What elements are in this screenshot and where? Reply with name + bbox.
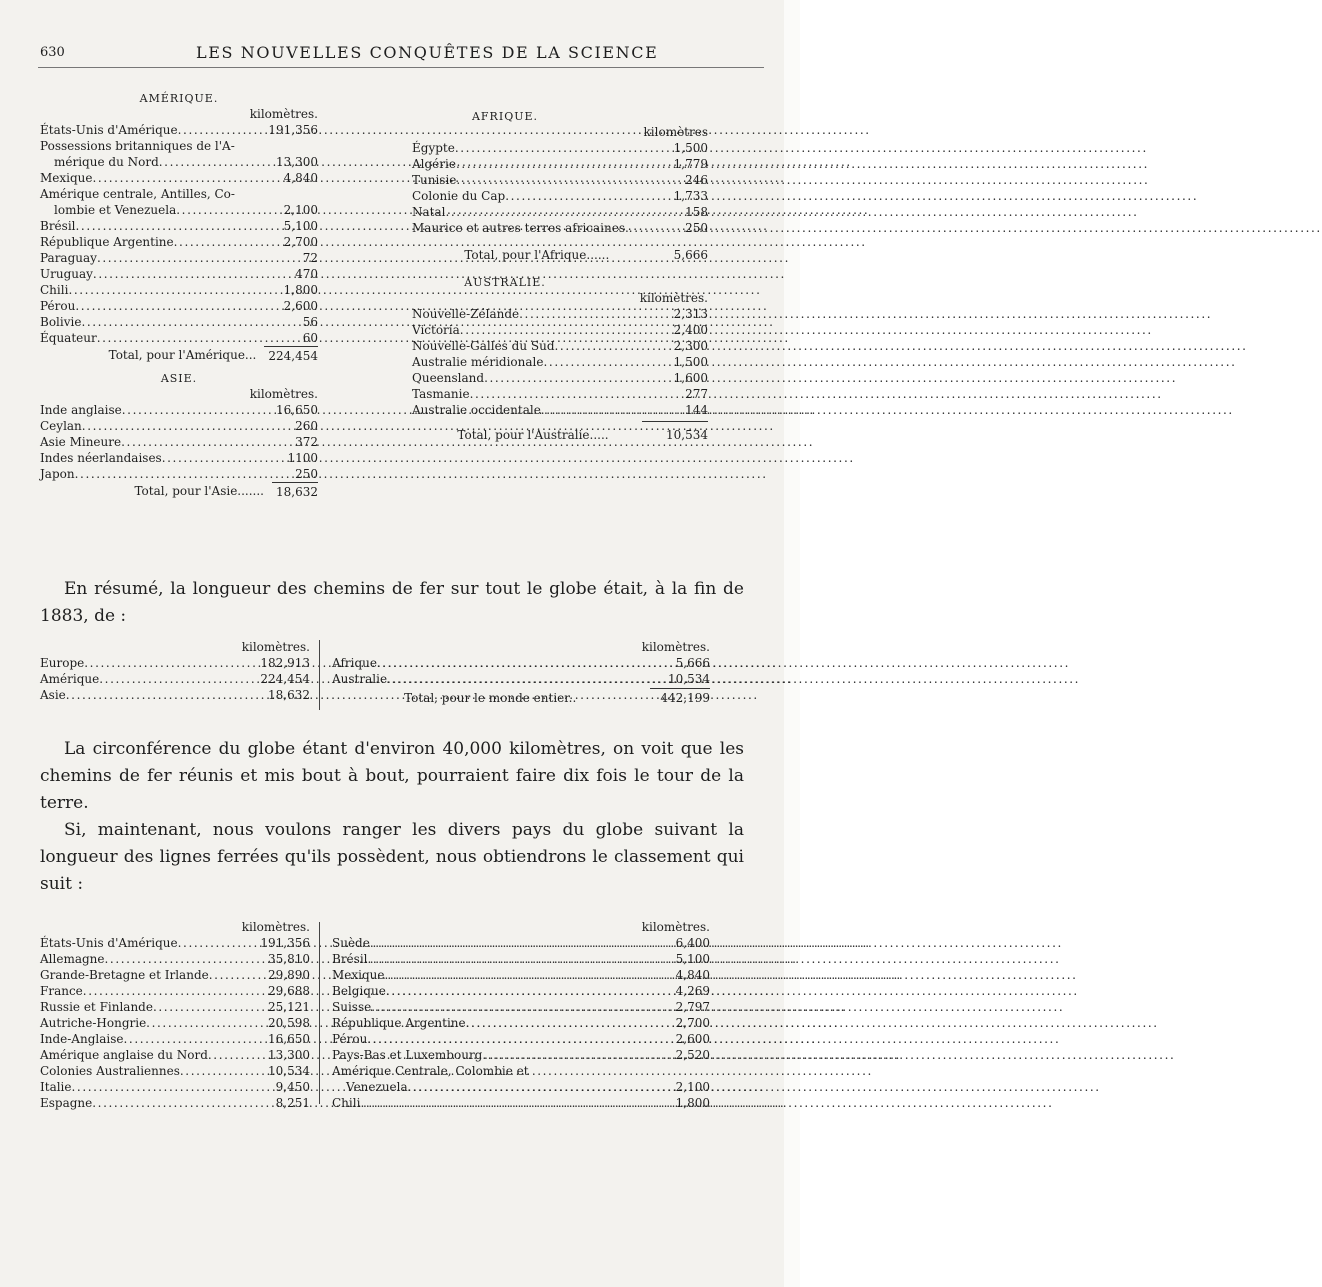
table-row — [40, 999, 310, 1015]
resume-left-table — [40, 655, 310, 703]
row-label: Japon — [40, 467, 75, 481]
row-label: mérique du Nord — [54, 155, 159, 169]
row-value: 5,100 — [283, 219, 318, 233]
row-label: Queensland — [412, 371, 485, 385]
row-label: Grande-Bretagne et Irlande — [40, 968, 209, 982]
dot-leader — [75, 466, 291, 482]
row-label: Nouvelle-Galles du Sud — [412, 339, 555, 353]
row-label: France — [40, 984, 83, 998]
dot-leader — [84, 655, 256, 671]
dot-leader — [482, 1047, 671, 1063]
row-value: 6,400 — [675, 936, 710, 950]
total-label: Total, pour le monde entier.. — [404, 691, 577, 705]
table-row — [40, 951, 310, 967]
resume-paragraph — [40, 576, 744, 630]
row-label: États-Unis d'Amérique — [40, 936, 178, 950]
table-row — [412, 354, 708, 370]
body-text — [40, 736, 744, 898]
table-row — [40, 202, 318, 218]
running-head — [0, 40, 784, 74]
row-value: 25,121 — [268, 1000, 310, 1014]
dot-leader — [122, 402, 272, 418]
row-label: Suède — [332, 936, 370, 950]
row-label: Pérou — [40, 299, 76, 313]
row-label: Indes néerlandaises — [40, 451, 162, 465]
total-label: Total, pour l'Australie..... — [457, 428, 609, 442]
table-row — [332, 983, 710, 999]
row-value: 20,598 — [268, 1016, 310, 1030]
table-row — [40, 1079, 310, 1095]
row-value: 1,800 — [283, 283, 318, 297]
dot-leader — [174, 234, 280, 250]
dot-leader — [367, 1031, 671, 1047]
asie-table — [40, 402, 318, 482]
table-row — [412, 140, 708, 156]
dot-leader — [105, 951, 265, 967]
row-value: 1,500 — [673, 141, 708, 155]
row-value: 191,356 — [260, 936, 310, 950]
australie-title: AUSTRALIE. — [464, 276, 546, 289]
dot-leader — [370, 935, 672, 951]
unit-label: kilomètres. — [641, 920, 710, 934]
classement-divider — [319, 922, 320, 1104]
row-label: Australie occidentale — [412, 403, 541, 417]
table-row — [40, 1031, 310, 1047]
row-value: 2,100 — [675, 1080, 710, 1094]
row-value: 10,534 — [668, 672, 710, 686]
row-label: Amérique — [40, 672, 100, 686]
row-value: 372 — [295, 435, 318, 449]
row-value: 29,890 — [268, 968, 310, 982]
row-value: 470 — [295, 267, 318, 281]
row-value: 72 — [302, 251, 318, 265]
dot-leader — [121, 434, 291, 450]
header-rule — [38, 67, 764, 68]
running-title: LES NOUVELLES CONQUÊTES DE LA SCIENCE — [196, 43, 659, 62]
dot-leader — [123, 1031, 264, 1047]
table-row — [40, 1047, 310, 1063]
dot-leader — [153, 999, 264, 1015]
resume-left — [40, 640, 310, 703]
asie-total — [40, 482, 318, 500]
table-row — [412, 322, 708, 338]
row-value: 8,251 — [275, 1096, 310, 1110]
row-value: 2,520 — [675, 1048, 710, 1062]
table-row — [40, 466, 318, 482]
row-label: Venezuela — [346, 1080, 408, 1094]
row-value: 1,733 — [673, 189, 708, 203]
table-row — [412, 338, 708, 354]
table-row-label-line: Possessions britanniques de l'A- — [40, 139, 235, 153]
row-value: 1,600 — [673, 371, 708, 385]
resume-divider — [319, 640, 320, 710]
table-row — [40, 450, 318, 466]
dot-leader — [162, 450, 284, 466]
row-label: Colonie du Cap — [412, 189, 506, 203]
table-row — [332, 935, 710, 951]
row-value: 224,454 — [260, 672, 310, 686]
row-label: Tasmanie — [412, 387, 470, 401]
row-value: 260 — [295, 419, 318, 433]
table-row — [412, 386, 708, 402]
row-value: 29,688 — [268, 984, 310, 998]
row-value: 5,666 — [675, 656, 710, 670]
dot-leader — [159, 154, 272, 170]
row-value: 191,356 — [268, 123, 318, 137]
table-row — [332, 1031, 710, 1047]
row-label: Équateur — [40, 331, 97, 345]
dot-leader — [83, 983, 264, 999]
dot-leader — [66, 687, 264, 703]
table-row — [412, 156, 708, 172]
row-value: 144 — [685, 403, 708, 417]
total-value: 10,534 — [666, 428, 708, 442]
row-value: 2,797 — [675, 1000, 710, 1014]
row-value: 4,840 — [283, 171, 318, 185]
row-label: lombie et Venezuela — [54, 203, 177, 217]
dot-leader — [75, 298, 279, 314]
table-row — [40, 418, 318, 434]
row-label: Colonies Australiennes — [40, 1064, 180, 1078]
table-row — [332, 671, 710, 687]
total-value: 5,666 — [673, 248, 708, 262]
row-label: Asie Mineure — [40, 435, 122, 449]
table-row — [40, 967, 310, 983]
resume-right-table — [332, 655, 710, 687]
table-row — [40, 687, 310, 703]
unit-label: kilomètres. — [249, 107, 318, 121]
row-label: Espagne — [40, 1096, 93, 1110]
dot-leader — [97, 330, 299, 346]
dot-leader — [76, 218, 280, 234]
row-label: République Argentine — [332, 1016, 466, 1030]
row-label: Afrique — [332, 656, 377, 670]
table-row — [40, 1095, 310, 1111]
total-label: Total, pour l'Asie....... — [134, 484, 264, 498]
row-value: 13,300 — [268, 1048, 310, 1062]
table-row — [40, 170, 318, 186]
dot-leader — [466, 1015, 672, 1031]
row-label: Pays-Bas et Luxembourg — [332, 1048, 483, 1062]
dot-leader — [178, 935, 257, 951]
row-label: Pérou — [332, 1032, 368, 1046]
dot-leader — [484, 370, 670, 386]
row-label: Nouvelle-Zélande — [412, 307, 520, 321]
row-value: 9,450 — [275, 1080, 310, 1094]
row-value: 246 — [685, 173, 708, 187]
dot-leader — [445, 204, 681, 220]
table-row — [412, 172, 708, 188]
table-row — [40, 282, 318, 298]
row-value: 18,632 — [268, 688, 310, 702]
table-row-label-line: Amérique centrale, Antilles, Co- — [40, 187, 235, 201]
table-row — [332, 655, 710, 671]
dot-leader — [180, 1063, 264, 1079]
row-value: 1100 — [287, 451, 318, 465]
dot-leader — [386, 983, 672, 999]
row-label: Suisse — [332, 1000, 372, 1014]
dot-leader — [456, 172, 681, 188]
row-label: Asie — [40, 688, 66, 702]
table-row — [412, 220, 708, 236]
page-number: 630 — [40, 45, 65, 60]
table-row — [40, 122, 318, 138]
row-value: 13,300 — [276, 155, 318, 169]
dot-leader — [385, 967, 672, 983]
dot-leader — [543, 354, 669, 370]
dot-leader — [93, 266, 291, 282]
row-value: 182,913 — [260, 656, 310, 670]
dot-leader — [519, 306, 670, 322]
dot-leader — [455, 140, 670, 156]
amerique-table — [40, 122, 318, 346]
row-value: 2,600 — [283, 299, 318, 313]
row-value: 2,700 — [675, 1016, 710, 1030]
table-row — [40, 218, 318, 234]
table-row — [40, 983, 310, 999]
unit-label: kilomètres. — [249, 387, 318, 401]
dot-leader — [99, 671, 256, 687]
row-value: 56 — [302, 315, 318, 329]
unit-label: kilomètres. — [241, 640, 310, 654]
row-label: Australie méridionale — [412, 355, 544, 369]
table-row-label-line: Amérique Centrale, Colombie et — [332, 1064, 529, 1078]
row-label: République Argentine — [40, 235, 174, 249]
row-value: 10,534 — [268, 1064, 310, 1078]
amerique-total — [40, 346, 318, 364]
dot-leader — [360, 1095, 671, 1111]
table-row — [40, 154, 318, 170]
dot-leader — [460, 322, 670, 338]
row-value: 5,100 — [675, 952, 710, 966]
classement-right-table — [332, 935, 710, 1111]
right-top-column — [412, 110, 708, 444]
table-row — [40, 1015, 310, 1031]
table-row — [332, 999, 710, 1015]
row-value: 4,840 — [675, 968, 710, 982]
australie-total — [412, 426, 708, 444]
australie-table — [412, 306, 708, 418]
table-row — [412, 402, 708, 418]
afrique-title: AFRIQUE. — [471, 110, 539, 123]
row-label: Ceylan — [40, 419, 82, 433]
classement-left-table — [40, 935, 310, 1111]
dot-leader — [456, 156, 670, 172]
dot-leader — [629, 220, 681, 236]
dot-leader — [209, 967, 264, 983]
dot-leader — [387, 671, 664, 687]
resume-text: En résumé, la longueur des chemins de fer sur tout le globe était, à la fin de 1883, de : — [40, 579, 744, 626]
afrique-table — [412, 140, 708, 236]
dot-leader — [208, 1047, 264, 1063]
row-label: Maurice et autres terres africaines. — [412, 221, 629, 235]
unit-label: kilomètres. — [641, 640, 710, 654]
row-label: Uruguay — [40, 267, 93, 281]
row-label: Mexique — [332, 968, 385, 982]
row-value: 1,500 — [673, 355, 708, 369]
table-row — [40, 1063, 310, 1079]
row-label: Italie — [40, 1080, 72, 1094]
dot-leader — [146, 1015, 264, 1031]
dot-leader — [505, 188, 669, 204]
dot-leader — [68, 282, 279, 298]
table-row — [332, 967, 710, 983]
left-top-column — [40, 92, 318, 500]
total-value: 18,632 — [272, 482, 318, 500]
dot-leader — [408, 1079, 672, 1095]
table-row — [332, 951, 710, 967]
row-value: 1,779 — [673, 157, 708, 171]
row-value: 158 — [685, 205, 708, 219]
row-label: États-Unis d'Amérique — [40, 123, 178, 137]
paragraph-circumference: La circonférence du globe étant d'environ 40,000 kilomètres, on voit que les chemins de fer réunis et mis bout à bout, pourraient faire dix fois le tour de la terre. — [40, 739, 744, 813]
world-total — [332, 689, 710, 707]
row-value: 35,810 — [268, 952, 310, 966]
row-label: Victoria — [412, 323, 460, 337]
dot-leader — [81, 314, 298, 330]
row-label: Chili — [332, 1096, 361, 1110]
row-label: Amérique anglaise du Nord — [40, 1048, 208, 1062]
row-label: Égypte — [412, 141, 455, 155]
dot-leader — [97, 250, 299, 266]
table-row — [412, 188, 708, 204]
table-row — [332, 1047, 710, 1063]
row-label: Bolivie — [40, 315, 82, 329]
row-label: Russie et Finlande — [40, 1000, 153, 1014]
row-label: Tunisie — [412, 173, 457, 187]
row-label: Brésil — [40, 219, 76, 233]
row-label: Paraguay — [40, 251, 97, 265]
total-label: Total, pour l'Afrique...... — [464, 248, 610, 262]
row-label: Algérie — [412, 157, 456, 171]
table-row — [40, 330, 318, 346]
paragraph-classement: Si, maintenant, nous voulons ranger les divers pays du globe suivant la longueur des lignes ferrées qu'ils possèdent, nous obtiendrons le classement qui suit : — [40, 820, 744, 894]
row-label: Inde anglaise — [40, 403, 122, 417]
resume-right — [332, 640, 710, 707]
row-label: Natal — [412, 205, 446, 219]
dot-leader — [371, 999, 671, 1015]
table-row — [412, 306, 708, 322]
unit-label: kilomètres — [643, 125, 708, 139]
table-row — [40, 402, 318, 418]
row-label: Inde-Anglaise — [40, 1032, 124, 1046]
classement-right — [332, 920, 710, 1111]
row-value: 2,400 — [673, 323, 708, 337]
row-value: 2,300 — [673, 339, 708, 353]
table-row — [332, 1015, 710, 1031]
dot-leader — [178, 122, 265, 138]
total-label: Total, pour l'Amérique... — [108, 348, 257, 362]
table-row — [412, 370, 708, 386]
row-value: 4,269 — [675, 984, 710, 998]
row-label: Allemagne — [40, 952, 105, 966]
asie-title: ASIE. — [160, 372, 198, 385]
dot-leader — [176, 202, 279, 218]
table-row — [40, 266, 318, 282]
table-row — [40, 250, 318, 266]
amerique-title: AMÉRIQUE. — [139, 92, 219, 105]
row-value: 2,600 — [675, 1032, 710, 1046]
table-row — [412, 204, 708, 220]
unit-label: kilomètres. — [241, 920, 310, 934]
table-row — [40, 671, 310, 687]
row-value: 60 — [302, 331, 318, 345]
table-row — [40, 234, 318, 250]
dot-leader — [555, 338, 670, 354]
row-value: 16,650 — [268, 1032, 310, 1046]
classement-left — [40, 920, 310, 1111]
row-label: Autriche-Hongrie — [40, 1016, 147, 1030]
row-label: Chili — [40, 283, 69, 297]
dot-leader — [93, 170, 280, 186]
row-value: 2,700 — [283, 235, 318, 249]
table-row — [40, 298, 318, 314]
row-value: 2,100 — [283, 203, 318, 217]
unit-label: kilomètres. — [639, 291, 708, 305]
row-value: 1,800 — [675, 1096, 710, 1110]
dot-leader — [470, 386, 682, 402]
row-value: 2,313 — [673, 307, 708, 321]
dot-leader — [377, 655, 672, 671]
dot-leader — [72, 1079, 272, 1095]
row-value: 250 — [295, 467, 318, 481]
row-label: Brésil — [332, 952, 368, 966]
table-row — [40, 935, 310, 951]
total-rule — [642, 421, 708, 422]
dot-leader — [368, 951, 672, 967]
dot-leader — [82, 418, 291, 434]
afrique-total — [412, 246, 708, 264]
row-value: 250 — [685, 221, 708, 235]
row-value: 277 — [685, 387, 708, 401]
total-value: 442,199 — [660, 691, 710, 705]
row-value: 16,650 — [276, 403, 318, 417]
total-value: 224,454 — [264, 346, 318, 364]
row-label: Europe — [40, 656, 85, 670]
table-row — [40, 314, 318, 330]
dot-leader — [541, 402, 681, 418]
row-label: Belgique — [332, 984, 386, 998]
table-row — [40, 434, 318, 450]
row-label: Australie — [332, 672, 388, 686]
table-row — [40, 655, 310, 671]
table-row — [332, 1079, 710, 1095]
table-row — [332, 1095, 710, 1111]
dot-leader — [92, 1095, 271, 1111]
row-label: Mexique — [40, 171, 93, 185]
